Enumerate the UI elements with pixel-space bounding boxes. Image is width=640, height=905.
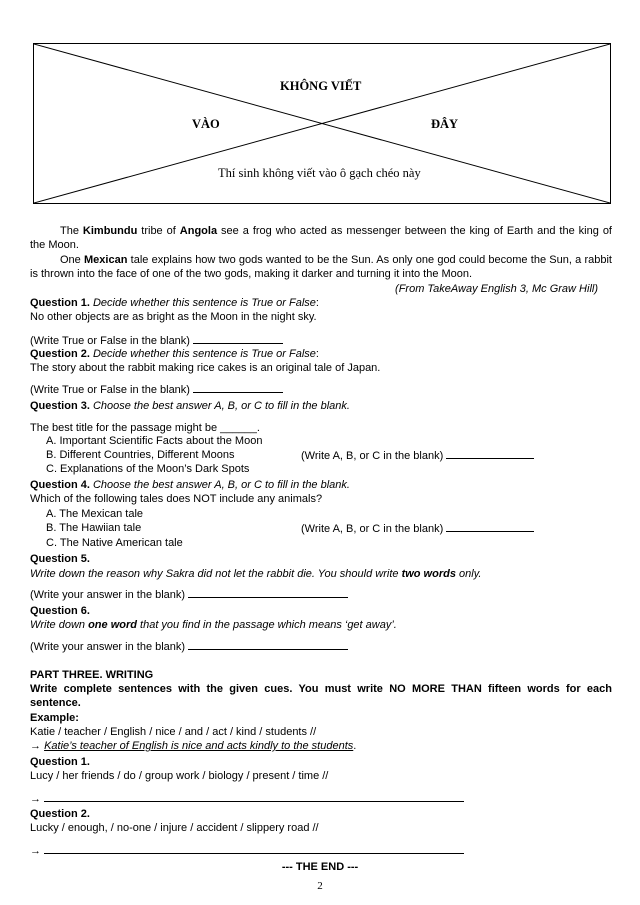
- notebox-left: VÀO: [192, 117, 220, 131]
- writing-question-1-cue: Lucy / her friends / do / group work / biology / present / time //: [30, 770, 329, 782]
- question-5-blank[interactable]: [188, 587, 348, 598]
- passage-paragraph-1: The Kimbundu tribe of Angola see a frog who acted as messenger between the king of Earth and the king of the Moon.: [30, 225, 612, 251]
- question-2-heading: Question 2. Decide whether this sentence is True or False:: [30, 348, 319, 360]
- question-1-sentence: No other objects are as bright as the Moon in the night sky.: [30, 311, 317, 323]
- example-answer: → Katie’s teacher of English is nice and acts kindly to the students.: [30, 740, 357, 752]
- question-5-heading: Question 5.: [30, 553, 90, 565]
- question-3-option-b: B. Different Countries, Different Moons: [46, 449, 235, 461]
- question-1-answer-line: (Write True or False in the blank): [30, 333, 614, 348]
- the-end: --- THE END ---: [281, 861, 359, 873]
- notebox-line3: Thí sinh không viết vào ô gạch chéo này: [218, 166, 421, 180]
- question-1-blank[interactable]: [193, 333, 283, 344]
- writing-question-1-label: Question 1.: [30, 756, 90, 768]
- writing-question-1-blank[interactable]: [44, 791, 464, 802]
- question-4-blank[interactable]: [446, 521, 534, 532]
- arrow-icon: →: [30, 845, 41, 857]
- question-3-blank[interactable]: [446, 448, 534, 459]
- question-1-heading: Question 1. Decide whether this sentence is True or False:: [30, 297, 319, 309]
- question-4-heading: Question 4. Choose the best answer A, B, or C to fill in the blank.: [30, 479, 350, 491]
- notebox-right: ĐÂY: [431, 117, 459, 131]
- writing-question-1-answer-line: [30, 791, 614, 806]
- question-3-option-c: C. Explanations of the Moon’s Dark Spots: [46, 463, 250, 475]
- arrow-icon: →: [30, 793, 41, 805]
- do-not-write-box: [33, 43, 611, 204]
- passage-source: (From TakeAway English 3, Mc Graw Hill): [395, 283, 598, 295]
- question-4-option-a: A. The Mexican tale: [46, 508, 144, 520]
- writing-question-2-cue: Lucky / enough, / no-one / injure / accident / slippery road //: [30, 822, 319, 834]
- question-3-option-a: A. Important Scientific Facts about the Moon: [46, 435, 263, 447]
- writing-question-2-label: Question 2.: [30, 808, 90, 820]
- question-6-instruction: Write down one word that you find in the passage which means ‘get away’.: [30, 619, 397, 631]
- notebox-line1: KHÔNG VIẾT: [280, 79, 362, 93]
- part-three-instruction: Write complete sentences with the given cues. You must write NO MORE THAN fifteen words for each sentence.: [30, 683, 612, 709]
- question-5-answer-line: (Write your answer in the blank): [30, 587, 614, 602]
- question-4-answer-line: (Write A, B, or C in the blank): [301, 521, 534, 536]
- writing-question-2-blank[interactable]: [44, 843, 464, 854]
- question-2-sentence: The story about the rabbit making rice cakes is an original tale of Japan.: [30, 362, 381, 374]
- example-cue: Katie / teacher / English / nice / and / act / kind / students //: [30, 726, 317, 738]
- question-4-option-b: B. The Hawiian tale: [46, 522, 142, 534]
- question-2-answer-line: (Write True or False in the blank): [30, 382, 614, 397]
- page-number: 2: [317, 880, 323, 892]
- passage-paragraph-2: One Mexican tale explains how two gods wanted to be the Sun. As only one god could become the Sun, a rabbit is thrown into the face of one of the two gods, making it darker and turning it into the Moon.: [30, 254, 612, 280]
- question-3-heading: Question 3. Choose the best answer A, B, or C to fill in the blank.: [30, 400, 350, 412]
- question-3-answer-line: (Write A, B, or C in the blank): [301, 448, 534, 463]
- question-5-instruction: Write down the reason why Sakra did not let the rabbit die. You should write two words only.: [30, 568, 482, 580]
- question-4-option-c: C. The Native American tale: [46, 537, 183, 549]
- question-4-stem: Which of the following tales does NOT include any animals?: [30, 493, 323, 505]
- example-label: Example:: [30, 712, 79, 724]
- question-6-answer-line: (Write your answer in the blank): [30, 639, 614, 654]
- question-6-heading: Question 6.: [30, 605, 90, 617]
- question-2-blank[interactable]: [193, 382, 283, 393]
- arrow-icon: →: [30, 740, 41, 752]
- question-6-blank[interactable]: [188, 639, 348, 650]
- writing-question-2-answer-line: [30, 843, 614, 858]
- part-three-title: PART THREE. WRITING: [30, 669, 154, 681]
- question-3-stem: The best title for the passage might be ______.: [30, 422, 260, 434]
